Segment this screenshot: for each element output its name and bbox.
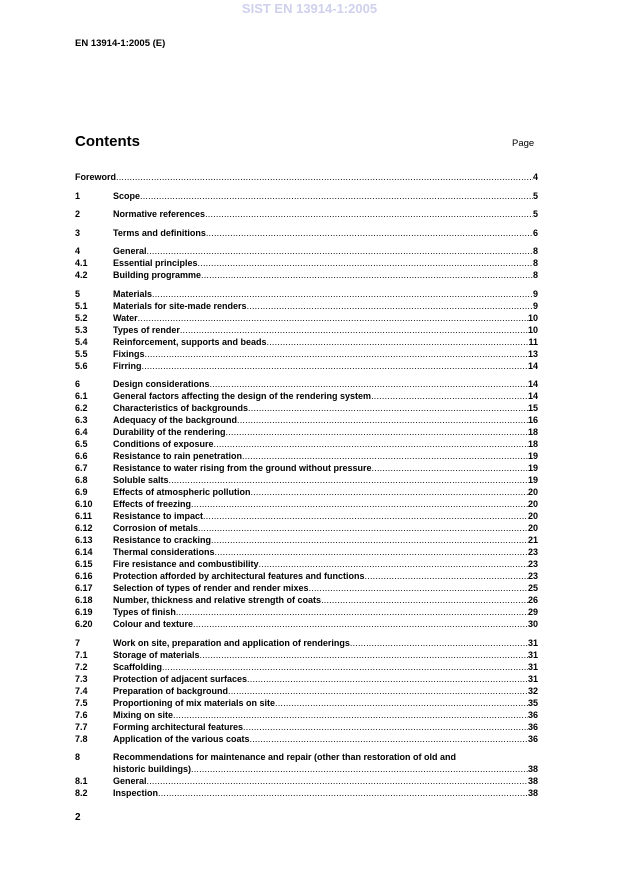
toc-entry-number: 7.1 [75,649,88,660]
toc-entry[interactable] [75,673,538,685]
toc-entry-page: 26 [527,595,538,605]
toc-entry-title: Essential principles [113,258,198,268]
toc-entry-title: Protection of adjacent surfaces [113,673,248,684]
dot-leader [365,570,528,582]
toc-entry[interactable] [75,378,538,390]
dot-leader [211,534,528,546]
toc-entry-page: 21 [527,535,538,545]
toc-entry-number: 6.7 [75,463,88,473]
toc-entry-page: 36 [527,733,538,744]
toc-entry[interactable] [75,558,538,570]
toc-entry-number: 1 [75,190,81,201]
toc-entry-number: 6.9 [75,487,88,497]
toc-entry[interactable] [75,438,538,450]
toc-entry-page: 23 [527,559,538,569]
toc-entry-page: 10 [527,312,538,323]
toc-entry[interactable] [75,257,538,269]
toc-entry-page: 20 [527,499,538,509]
toc-entry-page: 31 [527,637,538,648]
toc-entry-title: Firring [113,360,142,371]
toc-entry-title: Durability of the rendering [113,427,226,437]
toc-entry-title: Types of finish [113,607,176,617]
watermark: SIST EN 13914-1:2005 [241,1,378,16]
toc-entry[interactable] [75,300,538,312]
dot-leader [176,606,528,618]
toc-entry-title: Forming architectural features [113,721,244,732]
dot-leader [247,673,528,685]
toc-entry-page: 20 [527,523,538,533]
toc-entry-number: 6.8 [75,475,88,485]
toc-entry-page: 31 [527,661,538,672]
toc-entry[interactable] [75,474,538,486]
toc-entry-page: 5 [532,190,538,201]
dot-leader [237,414,528,426]
toc-entry-number: 5.5 [75,348,88,359]
dot-leader [321,594,528,606]
toc-entry-title: Effects of freezing [113,499,192,509]
toc-entry[interactable] [75,709,538,721]
toc-entry-title: Building programme [113,270,202,280]
dot-leader [309,582,528,594]
toc-entry-number: 7 [75,637,81,648]
toc-entry-page: 38 [527,776,538,786]
toc-entry-page: 8 [532,246,538,256]
dot-leader [138,312,528,324]
toc-entry-title: Scaffolding [113,661,162,672]
toc-entry[interactable] [75,751,538,763]
toc-entry-title: Water [113,312,138,323]
toc-entry-page: 9 [532,300,538,311]
toc-group [75,190,538,202]
dot-leader [200,649,528,661]
dot-leader [228,685,528,697]
toc-entry-title: Inspection [113,788,159,798]
toc-entry[interactable] [75,637,538,649]
toc-entry-number: 7.5 [75,697,88,708]
dot-leader [140,190,533,202]
toc-entry-number: 6.11 [75,511,93,521]
toc-entry[interactable] [75,390,538,402]
dot-leader [142,360,528,372]
toc-entry-title: Application of the various coats [113,733,250,744]
dot-leader [147,775,528,787]
toc-entry[interactable] [75,402,538,414]
toc-entry-page: 14 [527,379,538,389]
toc-entry-number: 6 [75,379,81,389]
page-column-label: Page [512,138,535,149]
toc-entry-page: 23 [527,571,538,581]
toc-entry-number: 6.19 [75,607,93,617]
toc-entry-page: 38 [527,764,538,774]
toc-entry[interactable] [75,618,538,630]
dot-leader [248,402,528,414]
toc-entry-page: 5 [532,209,538,219]
toc-group [75,378,538,630]
dot-leader [259,558,528,570]
toc-entry-number: 8.1 [75,776,88,786]
toc-entry-title: Preparation of background [113,685,229,696]
toc-entry-number: 6.16 [75,571,93,581]
toc-entry-number: 7.3 [75,673,88,684]
toc-entry-number: 7.2 [75,661,88,672]
toc-entry[interactable] [75,414,538,426]
toc-entry-number: 6.20 [75,619,93,629]
toc-entry-title: Normative references [113,209,206,219]
toc-entry-title: Scope [113,190,141,201]
toc-entry[interactable] [75,697,538,709]
toc-entry[interactable] [75,594,538,606]
toc-entry-page: 23 [527,547,538,557]
toc-entry-title: Resistance to cracking [113,535,212,545]
toc-entry-number: 7.8 [75,733,88,744]
toc-entry[interactable] [75,269,538,281]
toc-entry-number: 5.3 [75,324,88,335]
dot-leader [350,637,528,649]
toc-entry[interactable] [75,462,538,474]
toc-entry-title: Reinforcement, supports and beads [113,336,267,347]
toc-entry-number: 6.13 [75,535,93,545]
toc-entry[interactable] [75,348,538,360]
toc-entry[interactable] [75,787,538,799]
toc-entry[interactable] [75,498,538,510]
toc-entry-page: 10 [527,324,538,335]
toc-entry-title: Materials for site-made renders [113,300,247,311]
dot-leader [210,378,528,390]
toc-entry-page: 36 [527,721,538,732]
toc-entry-number: 5.1 [75,300,88,311]
dot-leader [275,697,528,709]
toc-entry-page: 25 [527,583,538,593]
toc-entry[interactable] [75,685,538,697]
document-id: EN 13914-1:2005 (E) [75,38,166,49]
table-of-contents [75,171,538,806]
dot-leader [191,763,528,775]
dot-leader [372,462,528,474]
toc-entry-page: 19 [527,463,538,473]
toc-entry[interactable] [75,450,538,462]
toc-entry-title: Fire resistance and combustibility [113,559,259,569]
toc-entry[interactable] [75,721,538,733]
dot-leader [267,336,529,348]
toc-group [75,288,538,372]
toc-entry-title: Mixing on site [113,709,174,720]
toc-group [75,171,538,183]
toc-entry-page: 20 [527,511,538,521]
toc-entry-page: 8 [532,258,538,268]
toc-entry[interactable] [75,245,538,257]
toc-group [75,227,538,239]
dot-leader [169,474,528,486]
dot-leader [180,324,528,336]
toc-entry-number: 7.7 [75,721,88,732]
toc-entry-page: 30 [527,619,538,629]
toc-entry-page: 9 [532,288,538,299]
toc-entry-number: 6.2 [75,403,88,413]
toc-entry-title: Resistance to water rising from the ground without pressure [113,463,372,473]
toc-entry-page: 29 [527,607,538,617]
toc-entry-page: 31 [527,649,538,660]
toc-entry-page: 31 [527,673,538,684]
toc-entry-title: Terms and definitions [113,227,206,238]
toc-entry-title: Foreword [75,172,117,182]
toc-entry[interactable] [75,486,538,498]
toc-entry-number: 4.1 [75,258,88,268]
dot-leader [162,661,528,673]
toc-entry-title: General [113,246,147,256]
toc-entry[interactable] [75,227,538,239]
toc-entry-title: Effects of atmospheric pollution [113,487,251,497]
toc-entry[interactable] [75,661,538,673]
toc-entry-number: 5 [75,288,81,299]
dot-leader [247,300,533,312]
toc-entry-number: 8 [75,752,81,762]
toc-entry-title: Conditions of exposure [113,439,214,449]
toc-entry-page: 19 [527,451,538,461]
toc-entry-title: General [113,776,147,786]
dot-leader [201,269,533,281]
toc-entry[interactable] [75,190,538,202]
toc-entry[interactable] [75,426,538,438]
toc-entry[interactable] [75,606,538,618]
dot-leader [206,227,533,239]
toc-entry[interactable] [75,360,538,372]
dot-leader [173,709,528,721]
toc-entry[interactable] [75,570,538,582]
toc-entry-title: Soluble salts [113,475,169,485]
dot-leader [191,498,528,510]
toc-entry-number-spacer [75,763,113,775]
toc-entry-number: 6.3 [75,415,88,425]
dot-leader [215,546,528,558]
toc-entry-title: Selection of types of render and render mixes [113,583,309,593]
toc-entry-page: 20 [527,487,538,497]
dot-leader [116,171,533,183]
toc-entry-number: 6.12 [75,523,93,533]
toc-entry-number: 3 [75,227,81,238]
toc-entry-page: 8 [532,270,538,280]
dot-leader [251,486,528,498]
toc-group [75,208,538,220]
toc-entry-page: 35 [527,697,538,708]
toc-entry[interactable] [75,208,538,220]
toc-entry-title: General factors affecting the design of the rendering system [113,391,372,401]
toc-entry[interactable] [75,733,538,745]
toc-entry-number: 6.1 [75,391,88,401]
toc-entry-title-continued: historic buildings) [113,764,191,774]
dot-leader [152,288,533,300]
toc-entry-title: Characteristics of backgrounds [113,403,249,413]
toc-entry[interactable] [75,522,538,534]
toc-entry-number: 7.4 [75,685,88,696]
dot-leader [205,208,533,220]
toc-entry[interactable] [75,510,538,522]
dot-leader [371,390,528,402]
toc-group [75,637,538,745]
toc-entry-number: 5.2 [75,312,88,323]
dot-leader [158,787,528,799]
toc-entry-title: Protection afforded by architectural features and functions [113,571,365,581]
dot-leader [145,348,528,360]
toc-entry-number: 4 [75,246,81,256]
toc-entry-title: Work on site, preparation and application of renderings [113,637,350,648]
toc-entry-number: 6.17 [75,583,93,593]
toc-entry-title: Corrosion of metals [113,523,199,533]
toc-entry-title: Materials [113,288,153,299]
toc-entry-page: 14 [527,360,538,371]
toc-entry-number: 5.6 [75,360,88,371]
toc-entry-title: Storage of materials [113,649,200,660]
toc-entry-page: 38 [527,788,538,798]
toc-entry-page: 6 [532,227,538,238]
toc-entry[interactable] [75,324,538,336]
toc-group [75,751,538,799]
toc-group [75,245,538,281]
dot-leader [214,438,528,450]
toc-entry-title: Number, thickness and relative strength of coats [113,595,322,605]
toc-entry-title: Types of render [113,324,180,335]
dot-leader [226,426,528,438]
dot-leader [198,522,528,534]
toc-entry-title: Colour and texture [113,619,194,629]
toc-entry-page: 32 [527,685,538,696]
toc-entry[interactable] [75,288,538,300]
toc-entry-page: 16 [527,415,538,425]
toc-entry-number: 6.14 [75,547,93,557]
toc-entry[interactable] [75,775,538,787]
toc-entry[interactable] [75,582,538,594]
toc-entry-continuation[interactable] [75,763,538,775]
toc-entry-page: 13 [527,348,538,359]
toc-entry-page: 4 [532,172,538,182]
toc-entry-title: Recommendations for maintenance and repair (other than restoration of old and [113,752,457,762]
toc-entry[interactable] [75,336,538,348]
toc-entry-title: Resistance to rain penetration [113,451,243,461]
dot-leader [193,618,528,630]
toc-entry-number: 4.2 [75,270,88,280]
page-number: 2 [75,812,81,823]
toc-entry[interactable] [75,534,538,546]
toc-entry-number: 5.4 [75,336,88,347]
toc-entry-title: Proportioning of mix materials on site [113,697,276,708]
dot-leader [250,733,528,745]
dot-leader [243,721,528,733]
toc-entry[interactable] [75,171,538,183]
toc-entry-page: 15 [527,403,538,413]
toc-entry-page: 19 [527,475,538,485]
toc-entry[interactable] [75,649,538,661]
toc-entry-number: 6.6 [75,451,88,461]
toc-entry-number: 7.6 [75,709,88,720]
toc-entry-title: Fixings [113,348,145,359]
toc-entry-number: 6.5 [75,439,88,449]
toc-entry-page: 18 [527,427,538,437]
toc-entry-number: 8.2 [75,788,88,798]
page-title: Contents [75,133,140,150]
toc-entry-title: Thermal considerations [113,547,215,557]
toc-entry-number: 2 [75,209,81,219]
toc-entry-number: 6.15 [75,559,93,569]
toc-entry[interactable] [75,312,538,324]
toc-entry-title: Adequacy of the background [113,415,238,425]
toc-entry-title: Resistance to impact [113,511,204,521]
toc-entry-page: 18 [527,439,538,449]
dot-leader [198,257,533,269]
dot-leader [147,245,533,257]
toc-entry-number: 6.18 [75,595,93,605]
dot-leader [242,450,528,462]
toc-entry-number: 6.4 [75,427,88,437]
toc-entry-page: 11 [528,336,538,347]
toc-entry[interactable] [75,546,538,558]
toc-entry-title: Design considerations [113,379,210,389]
dot-leader [203,510,528,522]
toc-entry-number: 6.10 [75,499,93,509]
toc-entry-page: 14 [527,391,538,401]
toc-entry-page: 36 [527,709,538,720]
